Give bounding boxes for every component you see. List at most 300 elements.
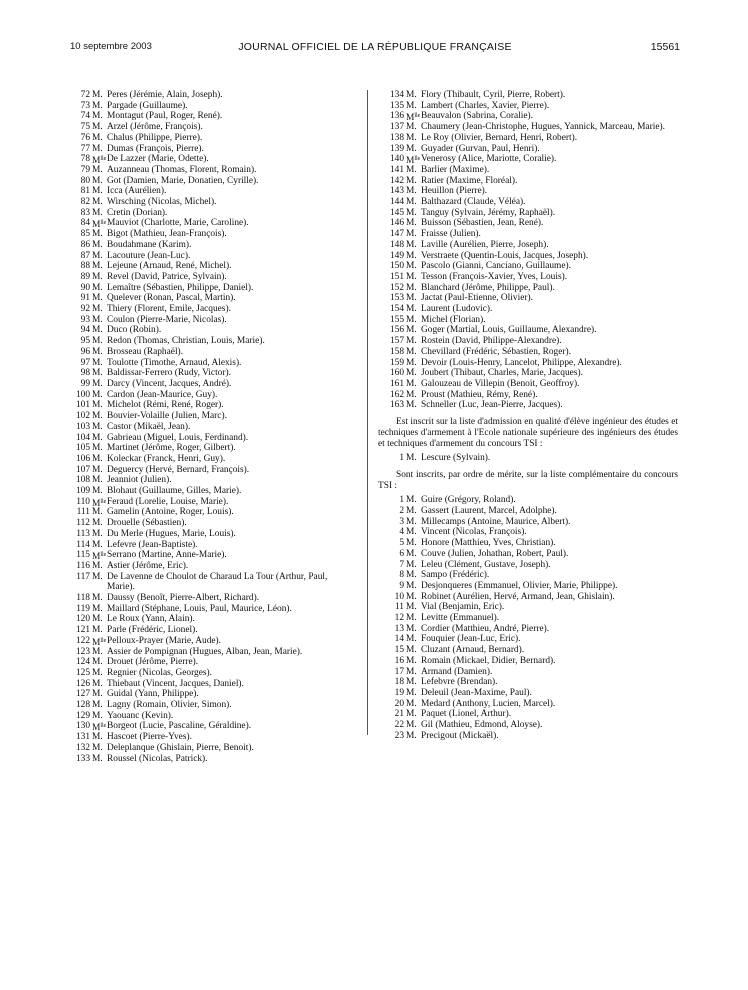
rank-number: 82 (80, 197, 90, 208)
civility-title: M. (406, 453, 417, 464)
civility (406, 634, 417, 645)
rank-number: 75 (80, 122, 90, 133)
list-item (64, 186, 356, 197)
rank-number: 160 (389, 368, 404, 379)
list-item (378, 390, 678, 401)
civility-title: M (406, 113, 415, 124)
list-item (378, 218, 678, 229)
list-item (378, 229, 678, 240)
civility-title: M. (92, 175, 103, 186)
civility (92, 657, 103, 668)
civility (406, 570, 417, 581)
list-item (64, 111, 356, 122)
civility-suffix: lle (414, 113, 421, 120)
civility (92, 379, 103, 390)
civility-title: M. (406, 389, 417, 400)
civility-title: M. (92, 710, 103, 721)
rank-number: 161 (389, 378, 404, 389)
complementary-paragraph: Sont inscrits, par ordre de mérite, sur la liste complémentaire du concours TSI : (378, 469, 678, 491)
civility-title: M. (406, 304, 417, 315)
civility (406, 304, 417, 315)
rank-number: 156 (389, 325, 404, 336)
list-item (64, 572, 356, 593)
rank-number: 3 (399, 516, 404, 527)
list-item (64, 122, 356, 133)
rank-number: 146 (389, 218, 404, 229)
civility (92, 111, 103, 122)
list-item (64, 614, 356, 625)
civility-title: M. (406, 687, 417, 698)
civility-title: M. (92, 325, 103, 336)
list-item (378, 495, 678, 506)
person-name: Schneller (Luc, Jean-Pierre, Jacques). (421, 400, 563, 411)
person-name: Lacouture (Jean-Luc). (107, 250, 191, 261)
list-item (64, 261, 356, 272)
person-name: Pargade (Guillaume). (107, 100, 188, 111)
civility-title: M. (92, 700, 103, 711)
civility-title: M. (92, 132, 103, 143)
civility-title: M. (406, 271, 417, 282)
rank-number: 113 (76, 528, 90, 539)
list-item (378, 90, 678, 101)
civility-title: M. (406, 720, 417, 731)
civility (406, 133, 417, 144)
rank-number: 100 (75, 389, 90, 400)
rank-number: 119 (76, 603, 90, 614)
person-name: Cardon (Jean-Maurice, Guy). (107, 389, 218, 400)
list-item (64, 689, 356, 700)
person-name: Michelot (Rémi, René, Roger). (107, 400, 224, 411)
civility (92, 614, 103, 625)
rank-number: 77 (80, 143, 90, 154)
civility-title: M. (406, 218, 417, 229)
list-item (378, 656, 678, 667)
civility (92, 251, 103, 262)
rank-number: 133 (75, 753, 90, 764)
tsi-entry-list (378, 453, 678, 464)
list-item (378, 111, 678, 122)
civility (406, 218, 417, 229)
rank-number: 6 (399, 548, 404, 559)
civility (406, 538, 417, 549)
list-item (64, 754, 356, 765)
civility-title: M. (92, 271, 103, 282)
list-item (64, 101, 356, 112)
civility (92, 647, 103, 658)
civility-title: M. (406, 548, 417, 559)
rank-number: 137 (389, 122, 404, 133)
rank-number: 142 (389, 175, 404, 186)
civility (406, 731, 417, 742)
person-name: Lescure (Sylvain). (421, 453, 491, 464)
rank-number: 149 (389, 250, 404, 261)
rank-number: 97 (80, 357, 90, 368)
list-item (378, 325, 678, 336)
civility (92, 176, 103, 187)
list-item (64, 604, 356, 615)
civility (92, 518, 103, 529)
civility (406, 390, 417, 401)
list-item (64, 390, 356, 401)
person-name: Levitte (Emmanuel). (421, 613, 500, 624)
person-name: Mauviot (Charlotte, Marie, Caroline). (107, 218, 249, 229)
civility-title: M. (92, 389, 103, 400)
rank-number: 22 (394, 720, 404, 731)
civility-title: M. (92, 625, 103, 636)
civility-title: M. (406, 613, 417, 624)
person-name: Roussel (Nicolas, Patrick). (107, 753, 208, 764)
person-name: Laville (Aurélien, Pierre, Joseph). (421, 239, 549, 250)
rank-number: 99 (80, 378, 90, 389)
list-item (378, 240, 678, 251)
list-item (378, 709, 678, 720)
person-name: Couve (Julien, Johathan, Robert, Paul). (421, 548, 569, 559)
civility-title: M. (406, 559, 417, 570)
civility (406, 165, 417, 176)
list-item (378, 592, 678, 603)
civility (406, 240, 417, 251)
rank-number: 76 (80, 132, 90, 143)
person-name: Brosseau (Raphaël). (107, 346, 184, 357)
person-name: Feraud (Lorelie, Louise, Marie). (107, 496, 229, 507)
list-item (64, 325, 356, 336)
admission-paragraph: Est inscrit sur la liste d'admission en qualité d'élève ingénieur des études et techniques d'armement à l'Ecole nationale supérieure des ingénieurs des études et techniques d'armement du concours TSI : (378, 417, 678, 449)
rank-number: 122 (75, 635, 90, 646)
rank-number: 151 (389, 271, 404, 282)
rank-number: 17 (394, 666, 404, 677)
person-name: Chaumery (Jean-Christophe, Hugues, Yannick, Marceau, Marie). (421, 122, 665, 133)
list-item (378, 517, 678, 528)
rank-number: 92 (80, 304, 90, 315)
civility (92, 465, 103, 476)
person-name: Darcy (Vincent, Jacques, André). (107, 378, 232, 389)
civility-title: M (92, 723, 101, 734)
civility (92, 336, 103, 347)
rank-number: 131 (75, 732, 90, 743)
civility (92, 700, 103, 711)
person-name: Dumas (François, Pierre). (107, 143, 204, 154)
rank-number: 128 (75, 700, 90, 711)
civility-title: M. (92, 207, 103, 218)
list-item (378, 720, 678, 731)
rank-number: 96 (80, 346, 90, 357)
rank-number: 5 (399, 538, 404, 549)
list-item (64, 347, 356, 358)
person-name: Fraisse (Julien). (421, 229, 481, 240)
civility-title: M. (406, 175, 417, 186)
person-name: Quelever (Ronan, Pascal, Martin). (107, 293, 236, 304)
list-item (64, 657, 356, 668)
rank-number: 159 (389, 357, 404, 368)
civility (406, 699, 417, 710)
rank-number: 102 (75, 411, 90, 422)
civility-title: M. (406, 516, 417, 527)
rank-number: 80 (80, 175, 90, 186)
civility (406, 677, 417, 688)
civility-title: M. (92, 732, 103, 743)
civility-title: M. (92, 657, 103, 668)
civility (406, 560, 417, 571)
journal-title: JOURNAL OFFICIEL DE LA RÉPUBLIQUE FRANÇAISE (238, 41, 512, 53)
civility-title: M. (406, 378, 417, 389)
civility-title: M. (406, 580, 417, 591)
civility-suffix: lle (100, 220, 107, 227)
person-name: Guidal (Yann, Philippe). (107, 689, 199, 700)
civility (406, 517, 417, 528)
person-name: Guire (Grégory, Roland). (421, 495, 516, 506)
rank-number: 109 (75, 486, 90, 497)
civility (406, 506, 417, 517)
list-item (378, 453, 678, 464)
person-name: Parle (Frédéric, Lionel). (107, 625, 198, 636)
civility (92, 144, 103, 155)
rank-number: 20 (394, 698, 404, 709)
person-name: Precigout (Mickaël). (421, 730, 499, 741)
rank-number: 158 (389, 346, 404, 357)
civility-title: M. (406, 229, 417, 240)
person-name: Fouquier (Jean-Luc, Eric). (421, 634, 521, 645)
person-name: Redon (Thomas, Christian, Louis, Marie). (107, 336, 265, 347)
list-item (64, 507, 356, 518)
civility (92, 454, 103, 465)
civility (406, 624, 417, 635)
civility-title: M. (406, 602, 417, 613)
person-name: Icca (Aurélien). (107, 186, 167, 197)
person-name: Robinet (Aurélien, Hervé, Armand, Jean, Ghislain). (421, 591, 615, 602)
person-name: Coulon (Pierre-Marie, Nicolas). (107, 314, 227, 325)
person-name: Serrano (Martine, Anne-Marie). (107, 550, 227, 561)
civility-suffix: lle (100, 723, 107, 730)
list-item (378, 667, 678, 678)
civility-title: M. (92, 753, 103, 764)
civility-title: M. (92, 742, 103, 753)
civility (92, 689, 103, 700)
list-item (64, 422, 356, 433)
civility-title: M. (92, 293, 103, 304)
list-item (64, 197, 356, 208)
list-item (378, 176, 678, 187)
civility-title: M. (92, 304, 103, 315)
civility (406, 90, 417, 101)
person-name: Lagny (Romain, Olivier, Simon). (107, 700, 232, 711)
list-item (64, 465, 356, 476)
civility-title: M. (92, 143, 103, 154)
rank-number: 114 (76, 539, 90, 550)
civility (92, 325, 103, 336)
person-name: Armand (Damien). (421, 666, 493, 677)
rank-number: 84 (80, 218, 90, 229)
person-name: Medard (Anthony, Lucien, Marcel). (421, 698, 556, 709)
civility-title: M (92, 156, 101, 167)
list-item (378, 165, 678, 176)
person-name: Bigot (Mathieu, Jean-François). (107, 229, 227, 240)
person-name: Blohaut (Guillaume, Gilles, Marie). (107, 486, 242, 497)
civility (92, 390, 103, 401)
civility-title: M. (92, 282, 103, 293)
person-name: Jactat (Paul-Etienne, Olivier). (421, 293, 533, 304)
list-item (378, 101, 678, 112)
list-item (378, 336, 678, 347)
rank-number: 155 (389, 314, 404, 325)
rank-number: 21 (394, 709, 404, 720)
list-item (378, 731, 678, 742)
list-item (64, 679, 356, 690)
civility-title: M. (92, 186, 103, 197)
civility-title: M. (406, 570, 417, 581)
list-item (378, 677, 678, 688)
list-item (378, 560, 678, 571)
list-item (64, 721, 356, 732)
person-name: Tanguy (Sylvain, Jérémy, Raphaël). (421, 207, 556, 218)
civility-title: M. (92, 164, 103, 175)
list-item (64, 283, 356, 294)
rank-number: 130 (75, 721, 90, 732)
rank-number: 78 (80, 154, 90, 165)
civility-title: M. (406, 527, 417, 538)
list-item (64, 732, 356, 743)
person-name: Deguercy (Hervé, Bernard, François). (107, 464, 250, 475)
rank-number: 152 (389, 282, 404, 293)
column-divider (367, 90, 368, 735)
list-item (64, 336, 356, 347)
right-entry-list (378, 90, 678, 411)
civility-title: M. (92, 357, 103, 368)
civility-title: M. (406, 261, 417, 272)
civility (92, 443, 103, 454)
list-item (64, 540, 356, 551)
civility (406, 176, 417, 187)
person-name: Barlier (Maxime). (421, 164, 490, 175)
civility (406, 453, 417, 464)
civility (92, 679, 103, 690)
rank-number: 157 (389, 336, 404, 347)
civility (406, 186, 417, 197)
civility-title: M. (92, 678, 103, 689)
civility-suffix: lle (100, 552, 107, 559)
list-item (378, 186, 678, 197)
list-item (378, 122, 678, 133)
civility-title: M. (92, 667, 103, 678)
person-name: Michel (Florian). (421, 314, 486, 325)
list-item (64, 443, 356, 454)
list-item (64, 229, 356, 240)
rank-number: 86 (80, 239, 90, 250)
civility-title: M. (92, 593, 103, 604)
rank-number: 72 (80, 90, 90, 100)
list-item (64, 668, 356, 679)
rank-number: 162 (389, 389, 404, 400)
list-item (64, 518, 356, 529)
civility (92, 732, 103, 743)
list-item (64, 475, 356, 486)
civility (92, 90, 103, 101)
rank-number: 15 (394, 645, 404, 656)
civility-title: M. (92, 100, 103, 111)
list-item (64, 454, 356, 465)
civility (406, 645, 417, 656)
civility (92, 593, 103, 604)
rank-number: 74 (80, 111, 90, 122)
list-item (378, 400, 678, 411)
list-item (378, 379, 678, 390)
rank-number: 2 (399, 506, 404, 517)
rank-number: 93 (80, 314, 90, 325)
rank-number: 118 (76, 593, 90, 604)
person-name: Drouet (Jérôme, Pierre). (107, 657, 199, 668)
person-name: Drouelle (Sébastien). (107, 518, 187, 529)
civility-title: M. (92, 378, 103, 389)
civility-title: M. (406, 357, 417, 368)
publication-date: 10 septembre 2003 (70, 41, 152, 52)
civility (92, 304, 103, 315)
civility-title: M. (406, 186, 417, 197)
civility (92, 711, 103, 722)
person-name: Beauvalon (Sabrina, Coralie). (421, 111, 533, 122)
list-item (378, 613, 678, 624)
list-item (64, 165, 356, 176)
person-name: Baldissar-Ferrero (Rudy, Victor). (107, 368, 231, 379)
rank-number: 98 (80, 368, 90, 379)
person-name: Balthazard (Claude, Véléa). (421, 197, 526, 208)
person-name: Pelloux-Prayer (Marie, Aude). (107, 635, 222, 646)
civility-title: M. (92, 400, 103, 411)
person-name: Gamelin (Antoine, Roger, Louis). (107, 507, 234, 518)
person-name: Cretin (Dorian). (107, 207, 168, 218)
civility (92, 529, 103, 540)
list-item (378, 261, 678, 272)
civility-title: M. (92, 464, 103, 475)
civility-title: M. (406, 677, 417, 688)
list-item (378, 538, 678, 549)
person-name: Castor (Mikaël, Jean). (107, 421, 191, 432)
person-name: Flory (Thibault, Cyril, Pierre, Robert). (421, 90, 566, 100)
list-item (64, 240, 356, 251)
list-item (378, 581, 678, 592)
list-item (64, 711, 356, 722)
rank-number: 139 (389, 143, 404, 154)
civility-title: M. (92, 432, 103, 443)
civility-title: M. (406, 538, 417, 549)
civility (406, 667, 417, 678)
civility (92, 208, 103, 219)
civility-title: M. (92, 646, 103, 657)
civility (406, 379, 417, 390)
civility-title: M. (406, 90, 417, 100)
rank-number: 7 (399, 559, 404, 570)
rank-number: 83 (80, 207, 90, 218)
rank-number: 8 (399, 570, 404, 581)
rank-number: 135 (389, 100, 404, 111)
rank-number: 105 (75, 443, 90, 454)
civility-title: M. (92, 475, 103, 486)
rank-number: 23 (394, 730, 404, 741)
rank-number: 112 (76, 518, 90, 529)
civility-title: M. (406, 143, 417, 154)
rank-number: 81 (80, 186, 90, 197)
list-item (64, 497, 356, 508)
civility-title: M (92, 498, 101, 509)
rank-number: 89 (80, 271, 90, 282)
civility (92, 368, 103, 379)
civility (92, 358, 103, 369)
rank-number: 136 (389, 111, 404, 122)
civility (92, 422, 103, 433)
list-item (64, 368, 356, 379)
civility (92, 261, 103, 272)
rank-number: 144 (389, 197, 404, 208)
person-name: Le Roy (Olivier, Bernard, Henri, Robert). (421, 132, 578, 143)
rank-number: 90 (80, 282, 90, 293)
